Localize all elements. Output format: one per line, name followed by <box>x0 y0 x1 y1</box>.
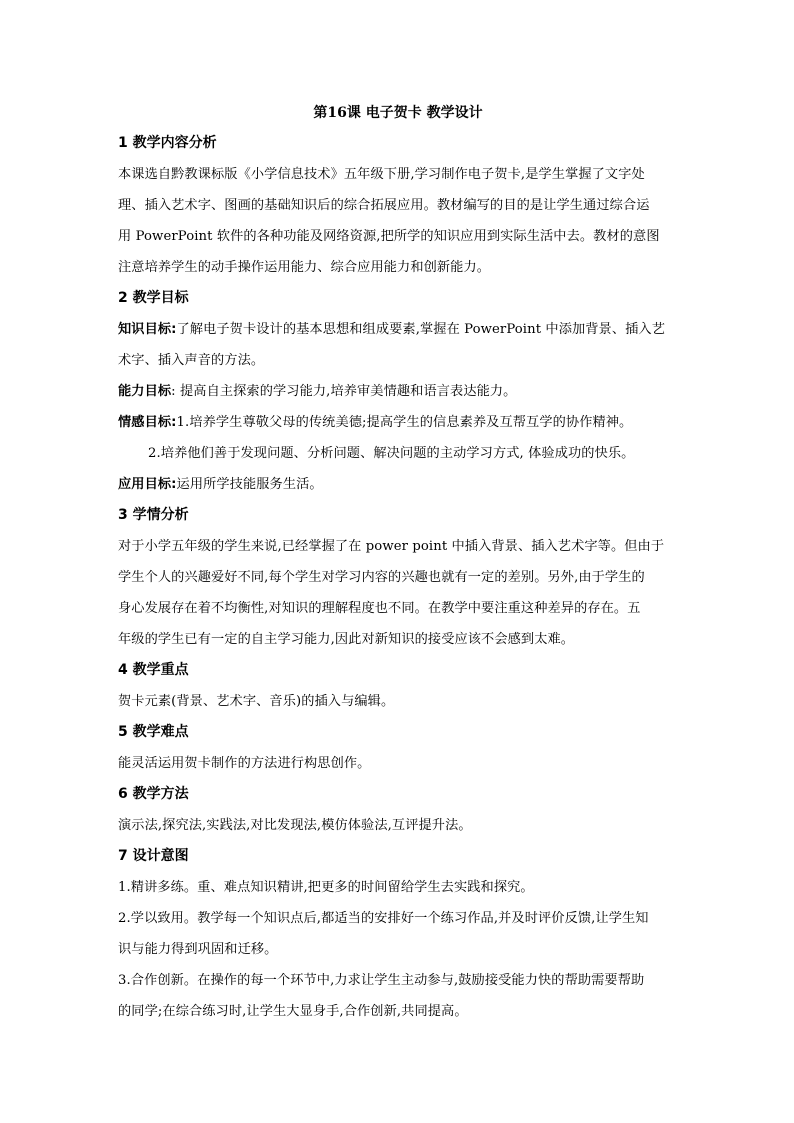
knowledge-goal-text: 了解电子贺卡设计的基本思想和组成要素,掌握在 PowerPoint 中添加背景、插入艺 <box>176 322 665 337</box>
paragraph-line: 识与能力得到巩固和迁移。 <box>118 942 278 957</box>
ability-goal-line <box>118 376 678 407</box>
emotion-goal-text: 1.培养学生尊敬父母的传统美德;提高学生的信息素养及互帮互学的协作精神。 <box>176 415 633 430</box>
emotion-goal-line <box>118 407 678 438</box>
paragraph-line: 学生个人的兴趣爱好不同,每个学生对学习内容的兴趣也就有一定的差别。另外,由于学生的 <box>118 570 645 585</box>
document-body <box>118 98 678 1027</box>
section-heading-key-points: 4 教学重点 <box>118 662 189 678</box>
paragraph-line: 2.学以致用。教学每一个知识点后,都适当的安排好一个练习作品,并及时评价反馈,让学生知 <box>118 911 649 926</box>
section-heading-design-intent: 7 设计意图 <box>118 848 189 864</box>
section-heading-difficulties: 5 教学难点 <box>118 724 189 740</box>
knowledge-goal-label: 知识目标: <box>118 322 177 337</box>
section-heading-methods: 6 教学方法 <box>118 786 189 802</box>
section-heading-student-analysis: 3 学情分析 <box>118 507 189 523</box>
application-goal-line <box>118 469 678 500</box>
emotion-goal-label: 情感目标: <box>118 415 177 430</box>
paragraph-line: 演示法,探究法,实践法,对比发现法,模仿体验法,互评提升法。 <box>118 818 472 833</box>
paragraph-line: 注意培养学生的动手操作运用能力、综合应用能力和创新能力。 <box>118 260 491 275</box>
paragraph-line: 对于小学五年级的学生来说,已经掌握了在 power point 中插入背景、插入艺术字等。但由于 <box>118 539 665 554</box>
paragraph-line: 术字、插入声音的方法。 <box>118 353 265 368</box>
document-title: 第16课 电子贺卡 教学设计 <box>313 105 483 121</box>
application-goal-text: 运用所学技能服务生活。 <box>176 477 323 492</box>
paragraph-line: 的同学;在综合练习时,让学生大显身手,合作创新,共同提高。 <box>118 1004 468 1019</box>
paragraph-line: 贺卡元素(背景、艺术字、音乐)的插入与编辑。 <box>118 694 395 709</box>
paragraph-line: 能灵活运用贺卡制作的方法进行构思创作。 <box>118 756 371 771</box>
emotion-goal-line-2: 2.培养他们善于发现问题、分析问题、解决问题的主动学习方式, 体验成功的快乐。 <box>148 446 635 461</box>
ability-goal-text: : 提高自主探索的学习能力,培养审美情趣和语言表达能力。 <box>171 384 517 399</box>
paragraph-line: 身心发展存在着不均衡性,对知识的理解程度也不同。在教学中要注重这种差异的存在。五 <box>118 601 641 616</box>
paragraph-line: 本课选自黔教课标版《小学信息技术》五年级下册,学习制作电子贺卡,是学生掌握了文字处 <box>118 167 645 182</box>
paragraph-line: 用 PowerPoint 软件的各种功能及网络资源,把所学的知识应用到实际生活中去。教材的意图 <box>118 229 660 244</box>
section-heading-content-analysis: 1 教学内容分析 <box>118 135 217 151</box>
section-heading-teaching-goals: 2 教学目标 <box>118 290 189 306</box>
knowledge-goal-line <box>118 314 678 345</box>
paragraph-line: 年级的学生已有一定的自主学习能力,因此对新知识的接受应该不会感到太难。 <box>118 632 575 647</box>
application-goal-label: 应用目标: <box>118 477 177 492</box>
ability-goal-label: 能力目标 <box>118 384 172 399</box>
paragraph-line: 1.精讲多练。重、难点知识精讲,把更多的时间留给学生去实践和探究。 <box>118 880 534 895</box>
paragraph-line: 理、插入艺术字、图画的基础知识后的综合拓展应用。教材编写的目的是让学生通过综合运 <box>118 198 650 213</box>
paragraph-line: 3.合作创新。在操作的每一个环节中,力求让学生主动参与,鼓励接受能力快的帮助需要帮助 <box>118 973 645 988</box>
